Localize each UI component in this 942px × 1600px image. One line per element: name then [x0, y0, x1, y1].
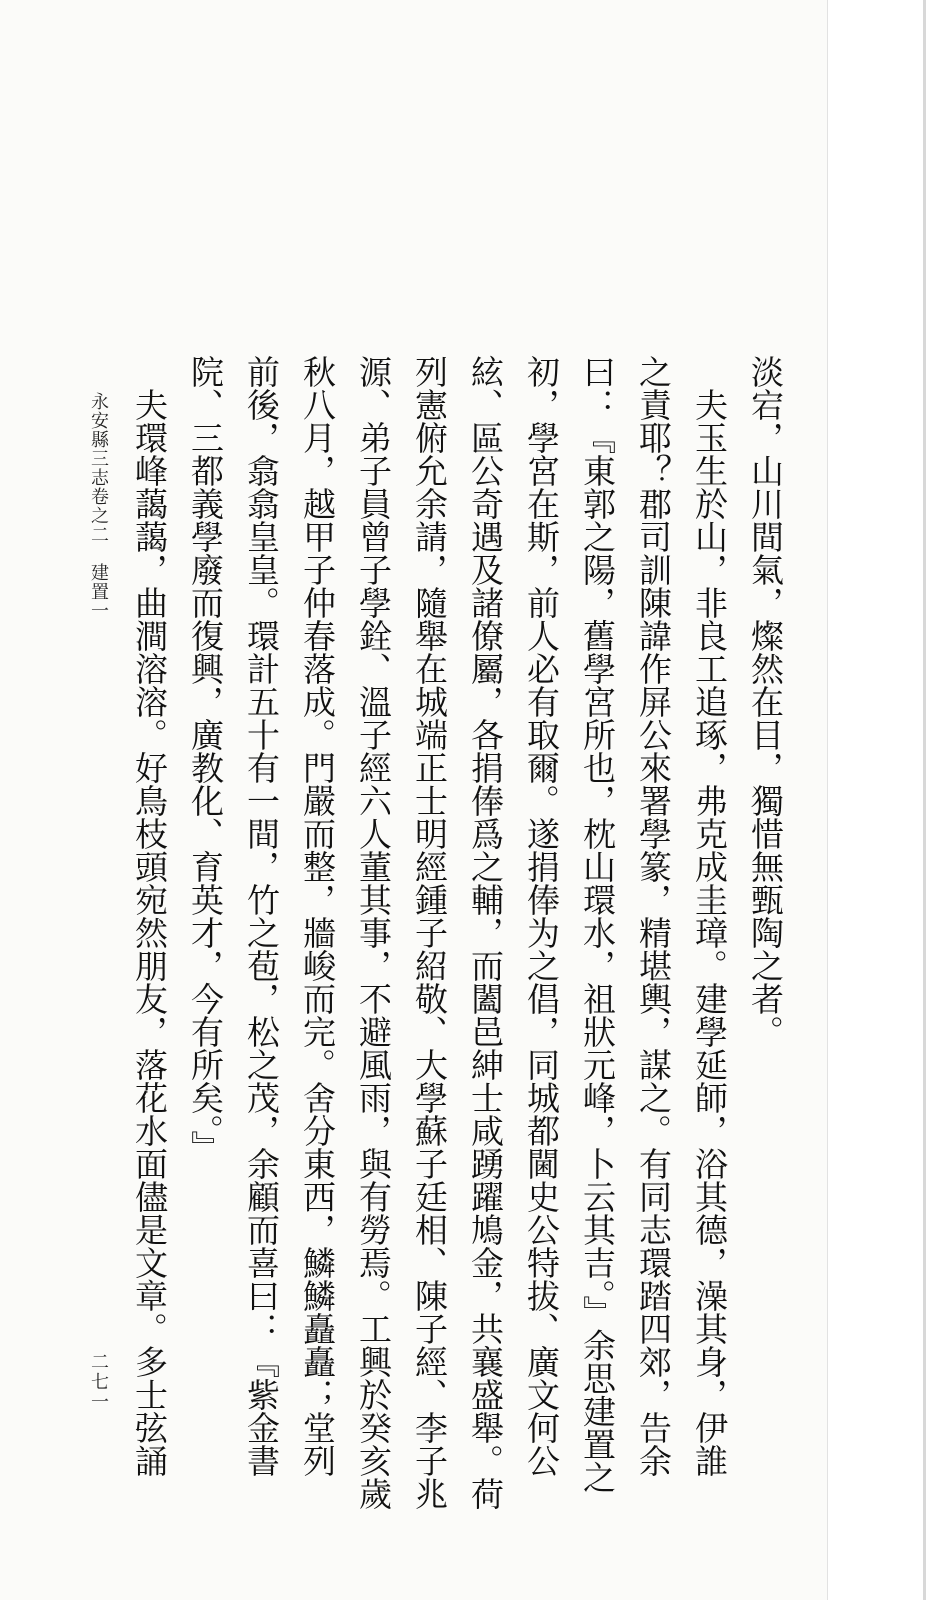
- running-title: 永安縣三志卷之二 建置一: [88, 392, 109, 620]
- text-column-11: 院、三都義學廢而復興，廣教化、育英才，今有所矣。』: [186, 355, 225, 1164]
- text-column-4: 曰：『東郭之陽，舊學宮所也，枕山環水，祖狀元峰，卜云其吉。』余思建置之: [578, 355, 617, 1494]
- page-edge-line: [923, 0, 926, 1600]
- page-edge: [827, 0, 942, 1600]
- text-column-8: 源、弟子員曾子學銓、溫子經六人董其事，不避風雨，與有勞焉。工興於癸亥歲: [354, 355, 393, 1510]
- text-column-1: 淡宕，山川間氣，燦然在目，獨惜無甄陶之者。: [746, 355, 785, 1048]
- text-column-2: 夫玉生於山，非良工追琢，弗克成圭璋。建學延師，浴其德，澡其身，伊誰: [690, 355, 729, 1477]
- text-column-6: 絃、區公奇遇及諸僚屬，各捐俸爲之輔，而闔邑紳士咸踴躍鳩金，共襄盛舉。荷: [466, 355, 505, 1510]
- text-column-7: 列憲俯允余請，隨舉在城端正士明經鍾子紹敬、大學蘇子廷相、陳子經、李子兆: [410, 355, 449, 1510]
- text-column-5: 初，學宮在斯，前人必有取爾。遂捐俸为之倡，同城都閫史公特拔、廣文何公: [522, 355, 561, 1477]
- text-column-9: 秋八月，越甲子仲春落成。門嚴而整，牆峻而完。舍分東西，鱗鱗矗矗；堂列: [298, 355, 337, 1477]
- text-column-10: 前後，翕翕皇皇。環計五十有一間，竹之苞，松之茂，余顧而喜曰：『紫金書: [242, 355, 281, 1477]
- text-column-12: 夫環峰藹藹，曲澗溶溶。好鳥枝頭宛然朋友，落花水面儘是文章。多士弦誦: [130, 355, 169, 1477]
- page-number: 二七一: [88, 1352, 109, 1412]
- text-column-3: 之責耶？郡司訓陳諱作屏公來署學篆，精堪輿，謀之。有同志環踏四郊，告余: [634, 355, 673, 1477]
